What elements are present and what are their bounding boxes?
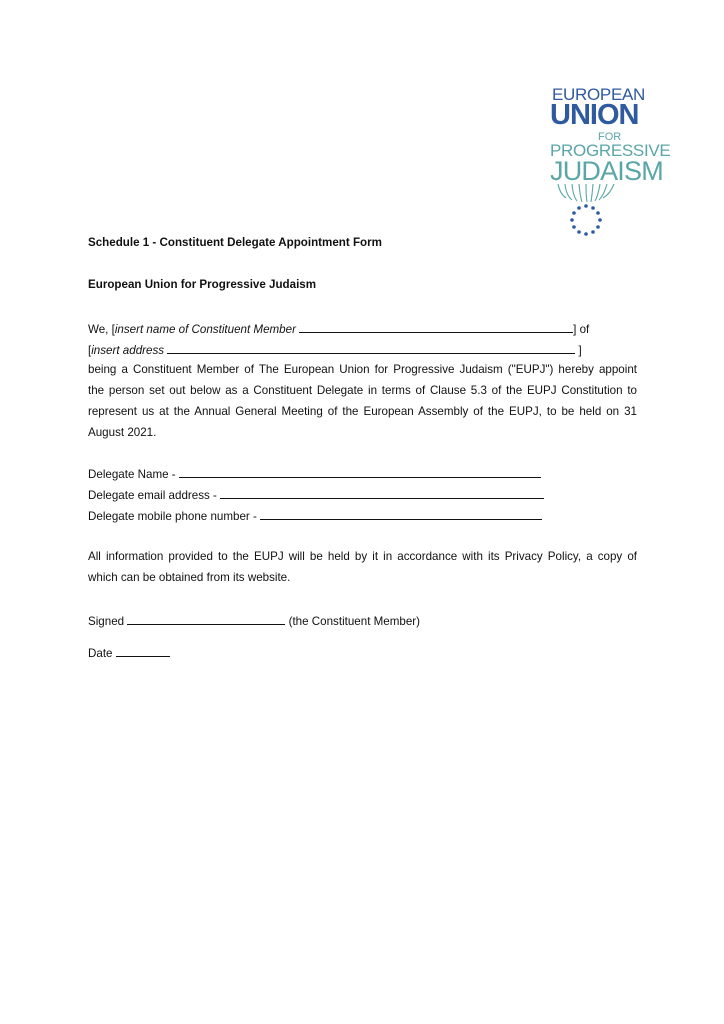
appointment-text-line-1: being a Constituent Member of The European Union for Progressive Judaism ("EUPJ") hereby appoint [88,363,637,376]
delegate-email-row [88,487,544,503]
form-heading: Schedule 1 - Constituent Delegate Appointment Form [88,236,382,249]
address-row [88,342,582,358]
delegate-name-label: Delegate Name - [88,468,176,481]
delegate-name-field[interactable] [179,466,541,478]
logo-line-3: FOR [598,131,622,143]
signed-label: Signed [88,615,125,628]
address-suffix: ] [578,344,582,357]
logo-line-2: UNION [550,99,639,131]
delegate-email-field[interactable] [220,487,544,499]
logo-emblem-icon [546,184,646,238]
organisation-name: European Union for Progressive Judaism [88,278,317,291]
eupj-logo [546,85,671,238]
privacy-text-line-2: which can be obtained from its website. [88,571,291,584]
appointment-text-line-2: the person set out below as a Constituent Delegate in terms of Clause 5.3 of the EUPJ Constitution to [88,384,637,397]
logo-line-5: JUDAISM [550,156,663,186]
signed-row [88,613,420,629]
delegate-email-label: Delegate email address - [88,489,217,502]
we-prefix: We, [ [88,323,115,336]
delegate-phone-field[interactable] [260,508,542,520]
signature-field[interactable] [127,613,285,625]
date-label: Date [88,647,113,660]
signed-suffix: (the Constituent Member) [288,615,421,628]
appointment-text-line-4: August 2021. [88,426,157,439]
date-field[interactable] [116,645,170,657]
logo-line-1: EUROPEAN [552,85,646,104]
delegate-phone-row [88,508,542,524]
member-name-row [88,321,589,337]
logo-line-4: PROGRESSIVE [550,141,671,160]
address-blank[interactable] [167,342,575,354]
delegate-phone-label: Delegate mobile phone number - [88,510,257,523]
member-name-placeholder: insert name of Constituent Member [114,323,296,336]
date-row [88,645,170,661]
member-name-blank[interactable] [299,321,573,333]
of-suffix: ] of [573,323,590,336]
delegate-name-row [88,466,541,482]
privacy-text-line-1: All information provided to the EUPJ will be held by it in accordance with its Privacy Policy, a copy of [88,550,637,563]
appointment-text-line-3: represent us at the Annual General Meeting of the European Assembly of the EUPJ, to be held on 31 [88,405,637,418]
address-prefix: [ [88,344,92,357]
address-placeholder: insert address [91,344,165,357]
